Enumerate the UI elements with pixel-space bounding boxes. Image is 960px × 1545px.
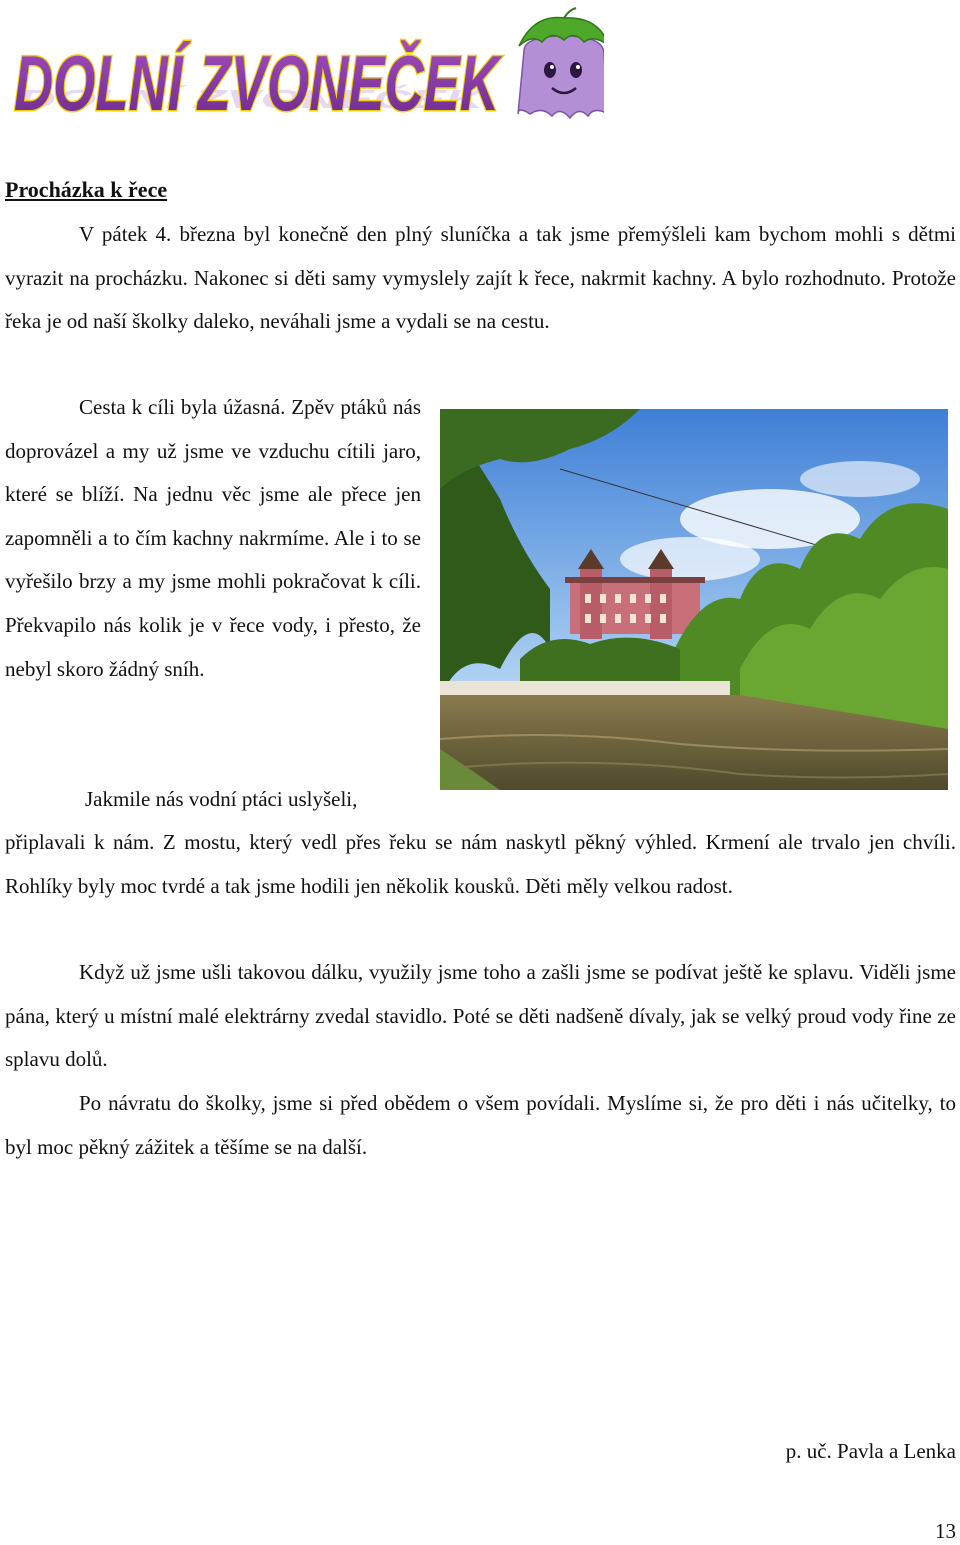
school-logo [4, 6, 604, 124]
paragraph-intro: V pátek 4. března byl konečně den plný sluníčka a tak jsme přemýšleli kam bychom mohli s dětmi vyrazit na procházku. Nakonec si děti samy vymyslely zajít k řece, nakrmit kachny. A bylo rozhodnuto. Protože řeka je od naší školky daleko, neváhali jsme a vydali se na cestu. [5, 222, 956, 334]
paragraph-journey: Cesta k cíli byla úžasná. Zpěv ptáků nás doprovázel a my už jsme ve vzduchu cítili jaro, které se blíží. Na jednu věc jsme ale přece jen zapomněli a to čím kachny nakrmíme. Ale i to se vyřešilo brzy a my jsme mohli pokračovat k cíli. Překvapilo nás kolik je v řece vody, i přesto, že nebyl skoro žádný sníh. [5, 395, 421, 681]
author-signature: p. uč. Pavla a Lenka [785, 1439, 956, 1463]
logo-reflection: DOLNÍ ZVONEČEK [18, 84, 483, 114]
article-title: Procházka k řece [5, 177, 168, 202]
logo-text: DOLNÍ ZVONEČEK [14, 39, 503, 124]
page-number: 13 [935, 1519, 956, 1543]
paragraph-return: Po návratu do školky, jsme si před obědem o všem povídali. Myslíme si, že pro děti i nás učitelky, to byl moc pěkný zážitek a těšíme se na další. [5, 1091, 956, 1159]
river-photo [440, 409, 948, 790]
paragraph-birds: připlavali k nám. Z mostu, který vedl přes řeku se nám naskytl pěkný výhled. Krmení ale trvalo jen chvíli. Rohlíky byly moc tvrdé a tak jsme hodili jen několik kousků. Děti měly velkou radost. [5, 830, 956, 898]
paragraph-weir: Když už jsme ušli takovou dálku, využily jsme toho a zašli jsme se podívat ještě ke splavu. Viděli jsme pána, který u místní malé elektrárny zvedal stavidlo. Poté se děti nadšeně dívaly, jak se velký proud vody řine ze splavu dolů. [5, 960, 956, 1072]
bell-mascot-icon [518, 8, 604, 118]
paragraph-birds-start: Jakmile nás vodní ptáci uslyšeli, [85, 787, 358, 811]
